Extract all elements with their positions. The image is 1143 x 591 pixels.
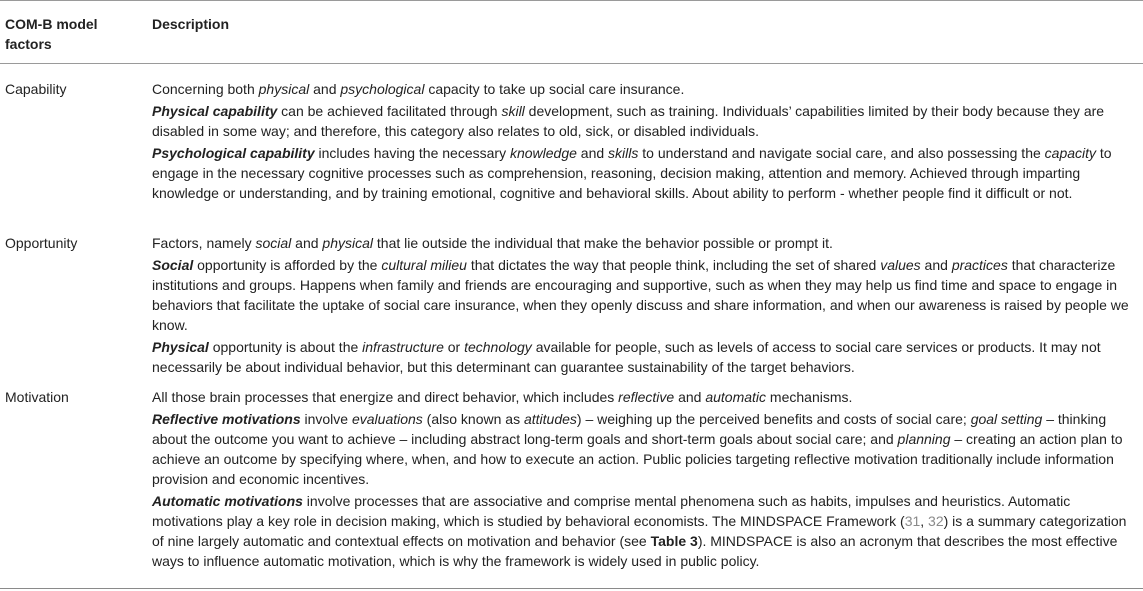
description-paragraph xyxy=(152,409,1134,489)
citation-link[interactable]: 31 xyxy=(904,513,921,529)
text-run: Social xyxy=(152,257,194,273)
text-run: , xyxy=(920,513,929,529)
text-run: skill xyxy=(501,103,525,119)
text-run: involve xyxy=(300,411,352,427)
description-paragraph xyxy=(152,101,1134,141)
text-run: Physical capability xyxy=(152,103,278,119)
text-run: and xyxy=(576,145,609,161)
text-run: cultural milieu xyxy=(381,257,467,273)
header-factors: COM-B model factors xyxy=(5,16,98,52)
text-run: values xyxy=(880,257,921,273)
text-run: and xyxy=(309,81,341,97)
text-run: planning xyxy=(897,431,951,447)
text-run: skills xyxy=(608,145,639,161)
text-run: can be achieved facilitated through xyxy=(277,103,502,119)
text-run: infrastructure xyxy=(362,339,444,355)
text-run: practices xyxy=(951,257,1008,273)
factor-label: Motivation xyxy=(5,389,69,405)
text-run: includes having the necessary xyxy=(314,145,510,161)
text-run: Concerning both xyxy=(152,81,259,97)
text-run: involve processes that are associative and comprise mental phenomena such as habits, impulses and heuristics. Automatic motivations play a key role in decision making, which is studied by behavioral economists. The MINDSPACE Framework ( xyxy=(152,493,1071,529)
text-run: reflective xyxy=(618,389,675,405)
text-run: Factors, namely xyxy=(152,235,256,251)
text-run: Psychological capability xyxy=(152,145,315,161)
text-run: capacity to take up social care insurance. xyxy=(424,81,685,97)
text-run: (also known as xyxy=(422,411,524,427)
text-run: or xyxy=(443,339,465,355)
text-run: goal setting xyxy=(970,411,1043,427)
description-paragraph xyxy=(152,143,1134,203)
text-run: physical xyxy=(322,235,374,251)
text-run: Physical xyxy=(152,339,209,355)
factor-label: Opportunity xyxy=(5,235,78,251)
description-paragraph xyxy=(152,491,1134,571)
description-paragraph xyxy=(152,255,1134,335)
text-run: technology xyxy=(464,339,532,355)
text-run: to engage in the necessary cognitive processes such as comprehension, reasoning, decision making, attention and memory. Achieved through imparting knowledge or understanding, and by training emotional, cognitive and behavioral skills. About ability to perform - whether people find it difficult or not. xyxy=(152,145,1112,201)
text-run: automatic xyxy=(705,389,767,405)
text-run: and xyxy=(291,235,323,251)
text-run: that dictates the way that people think, including the set of shared xyxy=(466,257,881,273)
text-run: – creating an action plan to achieve an outcome by specifying where, when, and how to execute an action. Public policies targeting reflective motivation traditionally include information provision and economic incentives. xyxy=(152,431,1123,487)
factor-description xyxy=(152,387,1134,571)
text-run: evaluations xyxy=(351,411,423,427)
text-run: capacity xyxy=(1044,145,1097,161)
text-run: and xyxy=(920,257,952,273)
table-bottom-rule xyxy=(0,588,1143,589)
text-run: and xyxy=(674,389,706,405)
text-run: opportunity is about the xyxy=(208,339,363,355)
text-run: ) is a summary categorization of nine largely automatic and contextual effects on motivation and behavior (see xyxy=(152,513,1127,549)
text-run: knowledge xyxy=(509,145,577,161)
text-run: that lie outside the individual that make the behavior possible or prompt it. xyxy=(373,235,833,251)
factor-label: Capability xyxy=(5,81,67,97)
text-run: ) – weighing up the perceived benefits and costs of social care; xyxy=(576,411,971,427)
text-run: psychological xyxy=(340,81,425,97)
text-run: available for people, such as levels of access to social care services or products. It may not necessarily be about individual behavior, but this determinant can guarantee sustainability of the target behaviors. xyxy=(152,339,1101,375)
description-paragraph xyxy=(152,79,1134,99)
text-run: Reflective motivations xyxy=(152,411,301,427)
text-run[interactable]: Table 3 xyxy=(650,533,698,549)
factor-description xyxy=(152,233,1134,377)
text-run: – thinking about the outcome you want to achieve – including abstract long-term goals and short-term goals about social care; and xyxy=(152,411,1107,447)
table-top-rule xyxy=(0,0,1143,1)
text-run: ). MINDSPACE is also an acronym that describes the most effective ways to influence automatic motivation, which is why the framework is widely used in public policy. xyxy=(152,533,1118,569)
description-paragraph xyxy=(152,337,1134,377)
text-run: to understand and navigate social care, and also possessing the xyxy=(638,145,1045,161)
text-run: physical xyxy=(258,81,310,97)
citation-link[interactable]: 32 xyxy=(928,513,944,529)
text-run: Automatic motivations xyxy=(152,493,303,509)
text-run: All those brain processes that energize and direct behavior, which includes xyxy=(152,389,619,405)
text-run: opportunity is afforded by the xyxy=(193,257,382,273)
text-run: development, such as training. Individuals’ capabilities limited by their body because they are disabled in some way; and therefore, this category also relates to old, sick, or disabled individuals. xyxy=(152,103,1105,139)
description-paragraph xyxy=(152,387,1134,407)
description-paragraph xyxy=(152,233,1134,253)
header-rule xyxy=(0,63,1143,64)
text-run: that characterize institutions and groups. Happens when family and friends are encouraging and supportive, such as when they may help us find time and space to engage in behaviors that facilitate the uptake of social care insurance, when they openly discuss and share information, and when our awareness is raised by people we know. xyxy=(152,257,1129,333)
text-run: attitudes xyxy=(523,411,577,427)
factor-description xyxy=(152,79,1134,203)
text-run: social xyxy=(255,235,292,251)
text-run: mechanisms. xyxy=(766,389,853,405)
header-description: Description xyxy=(152,16,230,32)
